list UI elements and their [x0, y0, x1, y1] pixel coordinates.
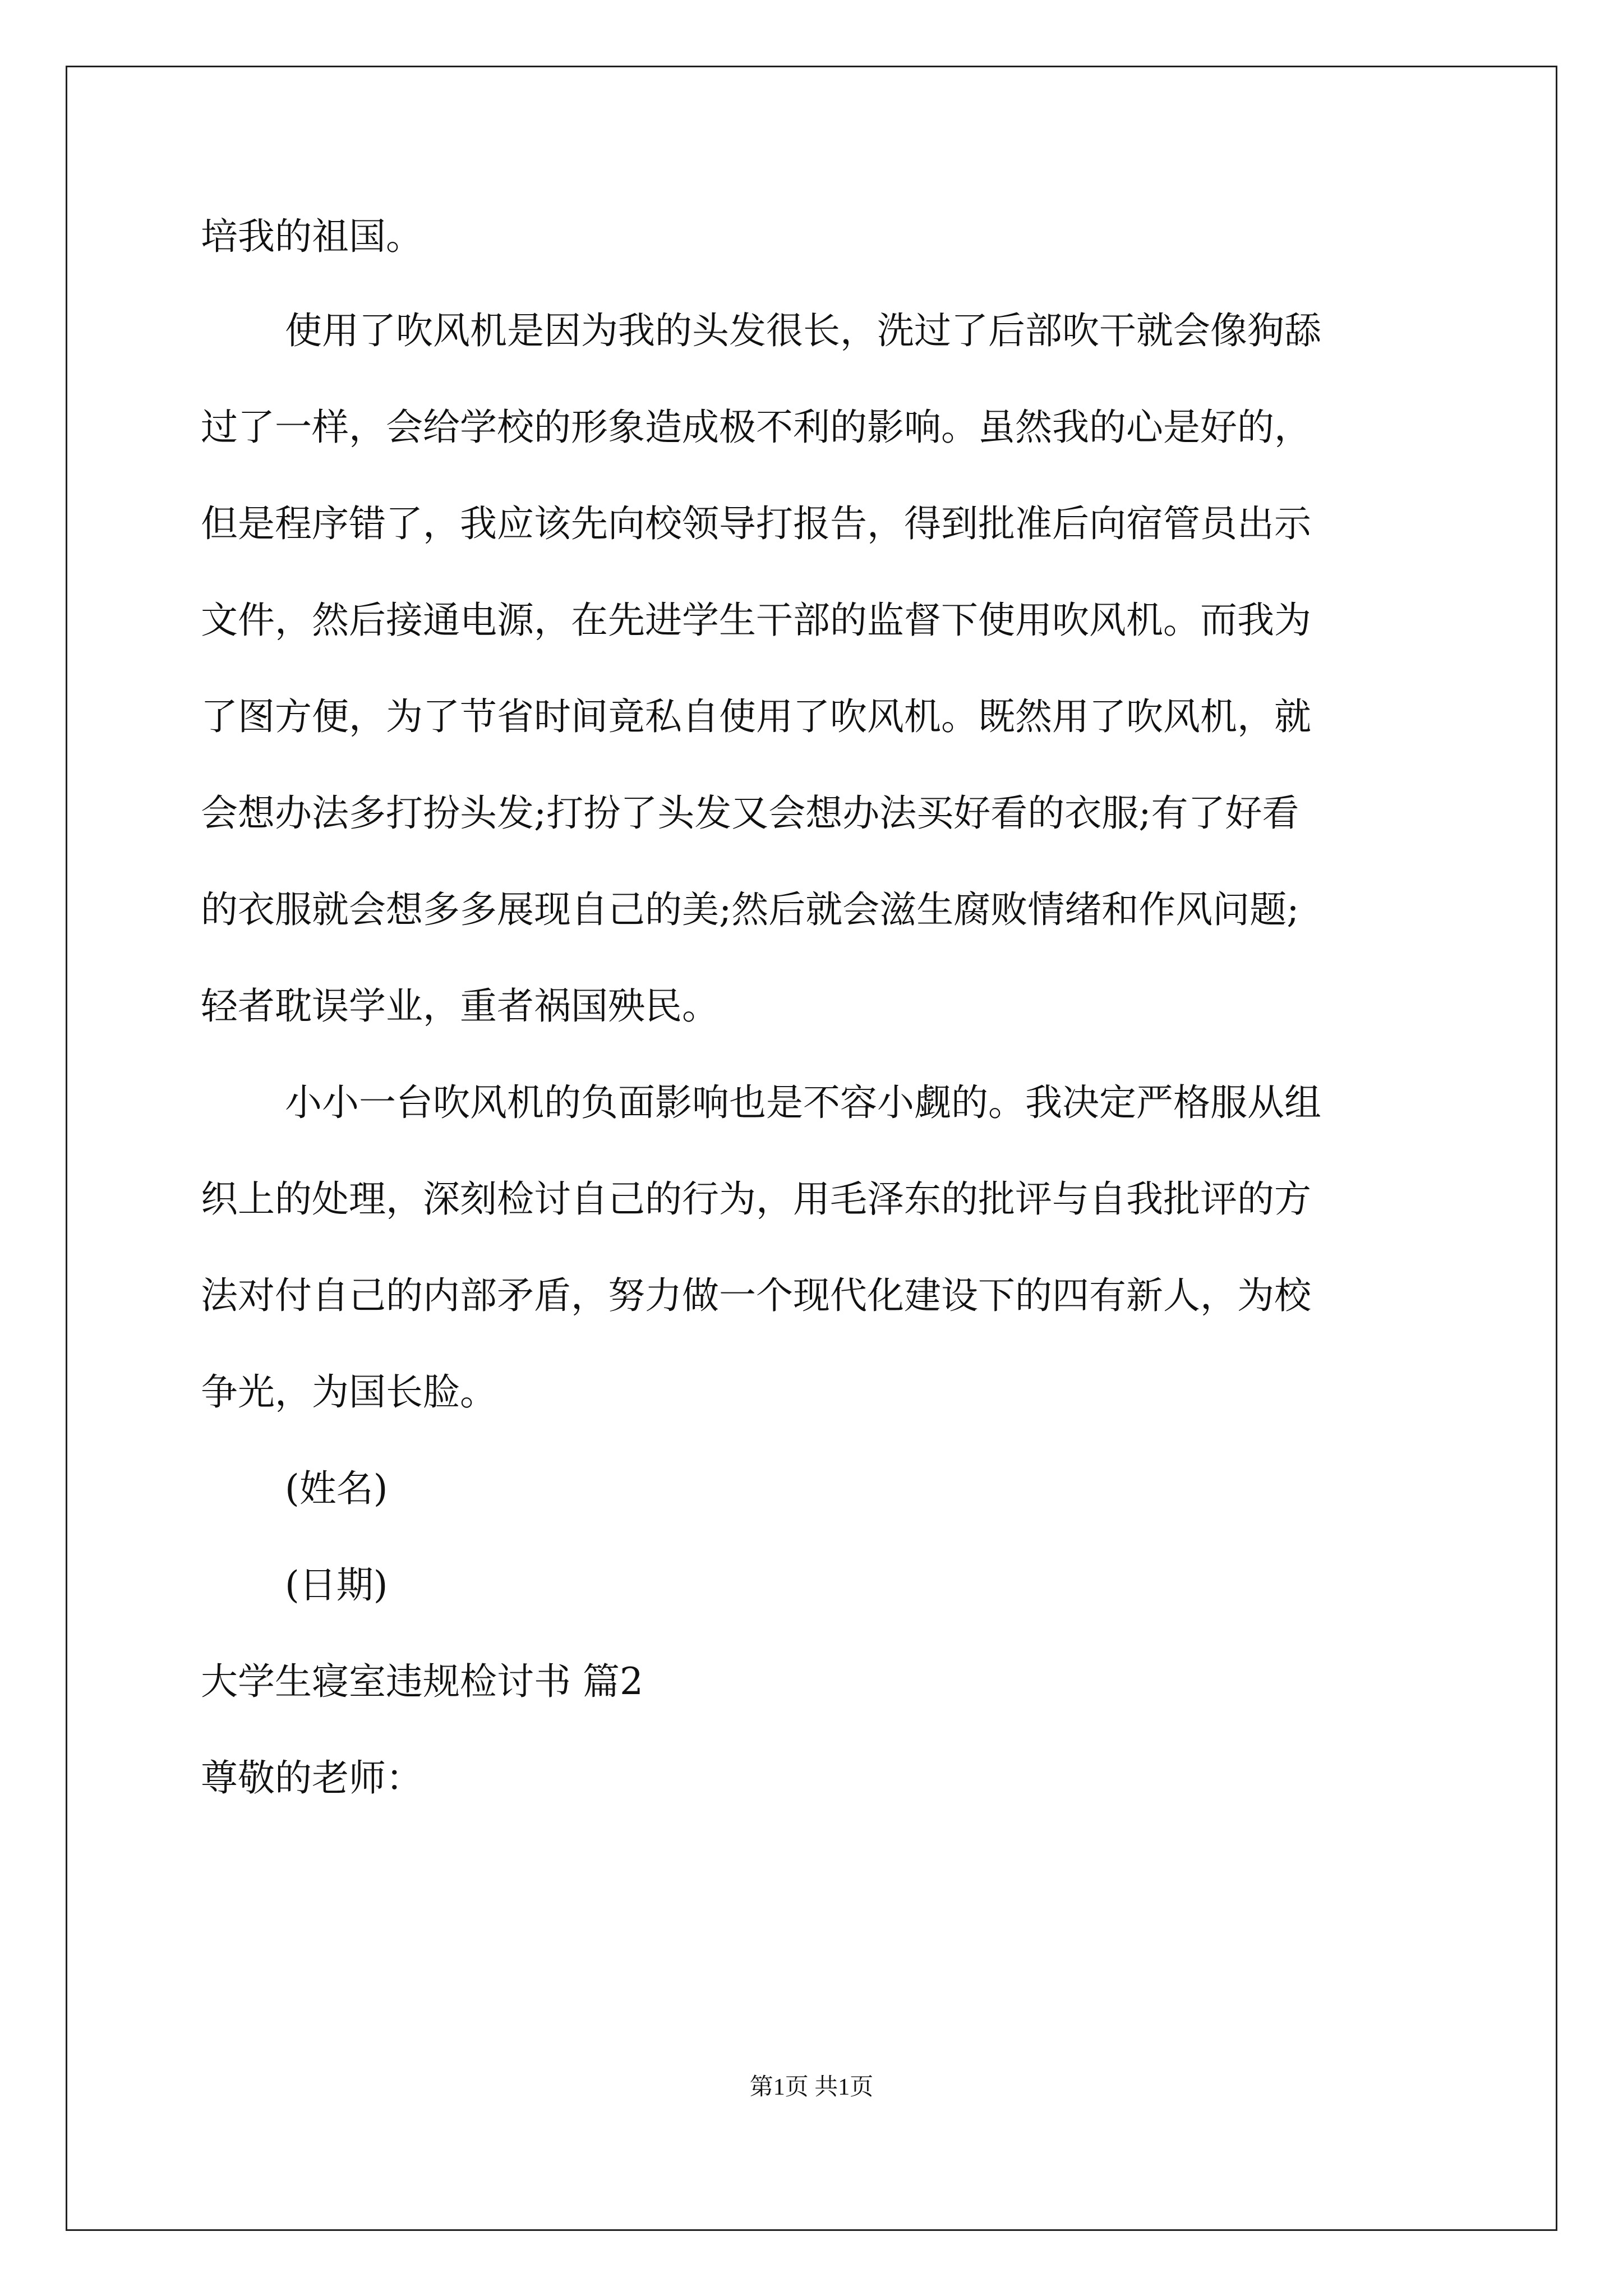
- page-border: [66, 66, 1557, 2231]
- paragraph-first-line: 小小一台吹风机的负面影响也是不容小觑的。我决定严格服从组: [285, 1081, 1321, 1124]
- paragraph-first-line: 使用了吹风机是因为我的头发很长，洗过了后部吹干就会像狗舔: [285, 309, 1321, 352]
- signature-date: (日期): [285, 1563, 388, 1607]
- text-line: 会想办法多打扮头发;打扮了头发又会想办法买好看的衣服;有了好看: [201, 792, 1299, 835]
- section-heading: 大学生寝室违规检讨书 篇2: [201, 1660, 643, 1703]
- text-line: 了图方便，为了节省时间竟私自使用了吹风机。既然用了吹风机，就: [201, 695, 1311, 738]
- signature-name: (姓名): [285, 1467, 388, 1510]
- page-number: 第1页 共1页: [749, 2074, 874, 2100]
- text-line: 培我的祖国。: [201, 215, 423, 258]
- text-line: 的衣服就会想多多展现自己的美;然后就会滋生腐败情绪和作风问题;: [201, 888, 1299, 931]
- text-line: 织上的处理，深刻检讨自己的行为，用毛泽东的批评与自我批评的方: [201, 1177, 1311, 1221]
- text-line: 争光，为国长脸。: [201, 1370, 497, 1414]
- text-line: 过了一样，会给学校的形象造成极不利的影响。虽然我的心是好的，: [201, 406, 1311, 449]
- text-line: 法对付自己的内部矛盾，努力做一个现代化建设下的四有新人，为校: [201, 1274, 1311, 1317]
- text-line: 但是程序错了，我应该先向校领导打报告，得到批准后向宿管员出示: [201, 502, 1311, 545]
- salutation: 尊敬的老师：: [201, 1756, 423, 1800]
- text-line: 轻者耽误学业，重者祸国殃民。: [201, 984, 719, 1028]
- text-line: 文件，然后接通电源，在先进学生干部的监督下使用吹风机。而我为: [201, 599, 1311, 642]
